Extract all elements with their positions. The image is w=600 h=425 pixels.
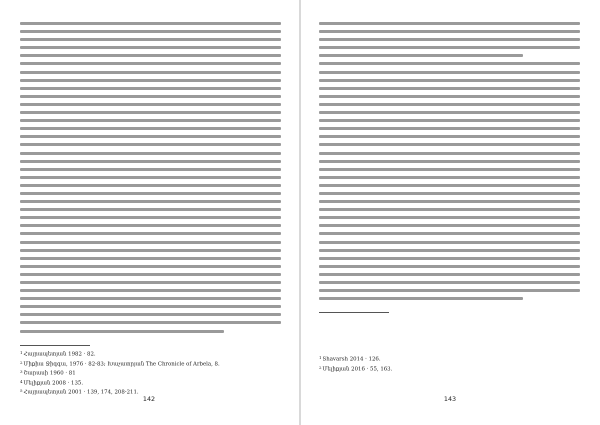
text-line-placeholder — [319, 265, 580, 268]
text-line-placeholder — [319, 30, 580, 33]
footnote — [319, 316, 581, 326]
text-line-placeholder — [20, 168, 281, 171]
text-line-placeholder — [20, 321, 281, 324]
text-line-placeholder — [319, 127, 580, 130]
text-line-placeholder — [319, 208, 580, 211]
footnote: $^1$Shavarsh 2014 · 126. — [319, 355, 381, 363]
text-line-placeholder — [20, 87, 281, 90]
text-line-placeholder — [20, 152, 281, 155]
text-line-placeholder — [319, 103, 580, 106]
text-line-placeholder — [319, 54, 523, 57]
text-line-placeholder — [20, 297, 281, 300]
footnotes — [319, 316, 581, 374]
text-line-placeholder — [319, 200, 580, 203]
text-line-placeholder — [319, 192, 580, 195]
text-line-placeholder — [319, 119, 580, 122]
text-line-placeholder — [20, 38, 281, 41]
footnotes — [20, 349, 280, 397]
page-number: 143 — [443, 395, 457, 403]
footnote — [319, 335, 581, 345]
text-line-placeholder — [20, 127, 281, 130]
right-page — [301, 0, 600, 425]
footnote: $^1$Հայրապետյան 1982 · 82. — [20, 350, 96, 358]
footnote-rule — [20, 345, 90, 346]
text-line-placeholder — [319, 249, 580, 252]
text-line-placeholder — [319, 297, 523, 300]
text-line-placeholder — [319, 143, 580, 146]
text-line-placeholder — [20, 330, 224, 333]
text-line-placeholder — [20, 257, 281, 260]
text-line-placeholder — [20, 273, 281, 276]
text-line-placeholder — [20, 176, 281, 179]
text-line-placeholder — [319, 46, 580, 49]
left-page — [0, 0, 299, 425]
text-line-placeholder — [319, 62, 580, 65]
text-line-placeholder — [319, 273, 580, 276]
text-line-placeholder — [319, 232, 580, 235]
text-line-placeholder — [319, 289, 580, 292]
text-line-placeholder — [319, 95, 580, 98]
text-line-placeholder — [20, 95, 281, 98]
footnote: $^2$Մելիքյան 2016 · 55, 163. — [319, 364, 393, 373]
text-line-placeholder — [20, 241, 281, 244]
text-line-placeholder — [20, 79, 281, 82]
text-line-placeholder — [319, 22, 580, 25]
text-line-placeholder — [20, 119, 281, 122]
text-line-placeholder — [20, 184, 281, 187]
text-line-placeholder — [319, 111, 580, 114]
text-line-placeholder — [20, 22, 281, 25]
text-line-placeholder — [20, 216, 281, 219]
untranscribed-text-placeholder — [20, 22, 281, 338]
text-line-placeholder — [20, 208, 281, 211]
footnote: $^2$Միքիա Ջիգգա, 1976 · 82-83; Խաչատրյան The Chronicle of Arbela, 8. — [20, 359, 220, 368]
text-line-placeholder — [20, 249, 281, 252]
text-line-placeholder — [319, 216, 580, 219]
text-line-placeholder — [20, 103, 281, 106]
text-line-placeholder — [319, 241, 580, 244]
text-line-placeholder — [20, 111, 281, 114]
text-line-placeholder — [319, 176, 580, 179]
text-line-placeholder — [20, 30, 281, 33]
text-line-placeholder — [20, 313, 281, 316]
footnote — [319, 326, 581, 336]
footnote: $^4$Մելիքյան 2008 · 135. — [20, 378, 84, 387]
text-line-placeholder — [319, 281, 580, 284]
text-line-placeholder — [319, 224, 580, 227]
text-line-placeholder — [20, 232, 281, 235]
text-line-placeholder — [319, 71, 580, 74]
page-number: 142 — [142, 395, 156, 403]
footnote: $^3$Շարասի 1960 · 81 — [20, 369, 76, 377]
text-line-placeholder — [319, 160, 580, 163]
text-line-placeholder — [20, 143, 281, 146]
text-line-placeholder — [319, 152, 580, 155]
text-line-placeholder — [20, 160, 281, 163]
untranscribed-text-placeholder — [319, 22, 580, 305]
text-line-placeholder — [20, 289, 281, 292]
text-line-placeholder — [319, 135, 580, 138]
text-line-placeholder — [20, 192, 281, 195]
text-line-placeholder — [20, 224, 281, 227]
text-line-placeholder — [20, 135, 281, 138]
text-line-placeholder — [20, 71, 281, 74]
text-line-placeholder — [20, 305, 281, 308]
text-line-placeholder — [319, 79, 580, 82]
text-line-placeholder — [319, 87, 580, 90]
footnote: $^5$Հայրապետյան 2001 · 139, 174, 208-211. — [20, 388, 139, 396]
text-line-placeholder — [20, 46, 281, 49]
footnote — [319, 345, 581, 355]
footnote-rule — [319, 312, 389, 313]
text-line-placeholder — [319, 257, 580, 260]
text-line-placeholder — [20, 54, 281, 57]
text-line-placeholder — [20, 265, 281, 268]
text-line-placeholder — [319, 184, 580, 187]
text-line-placeholder — [20, 200, 281, 203]
text-line-placeholder — [20, 281, 281, 284]
text-line-placeholder — [319, 168, 580, 171]
text-line-placeholder — [319, 38, 580, 41]
text-line-placeholder — [20, 62, 281, 65]
